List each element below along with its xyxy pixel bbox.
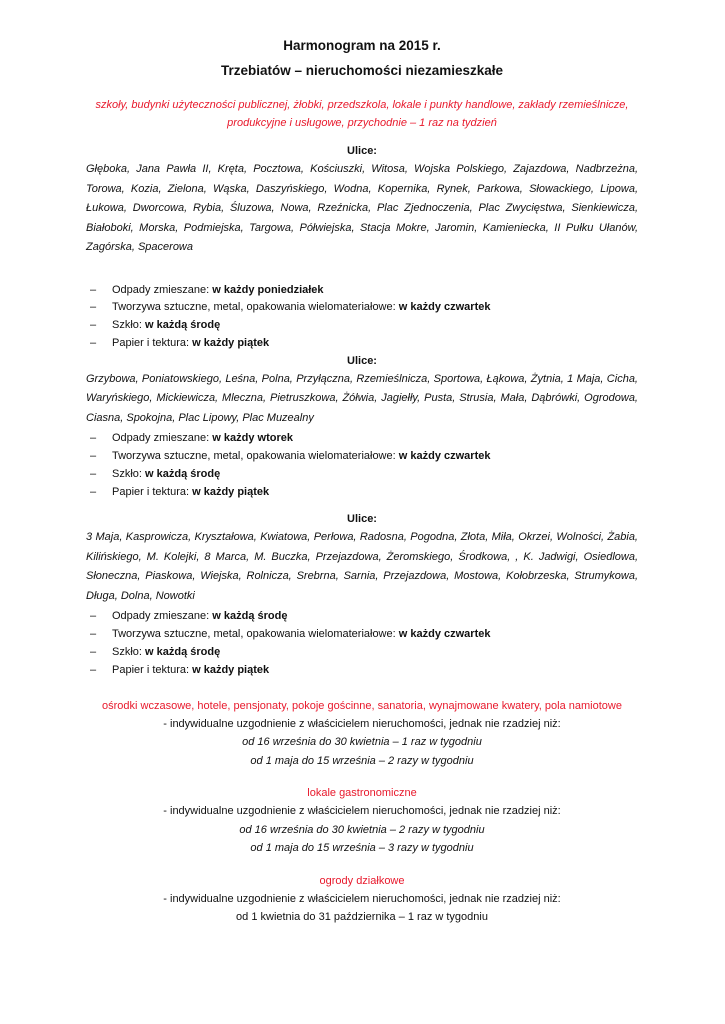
streets-label: Ulice: [347, 145, 377, 157]
section-period: od 1 kwietnia do 31 października – 1 raz w tygodniu [236, 911, 488, 924]
schedule-item: – Papier i tektura: w każdy piątek [90, 485, 270, 498]
section-period: od 1 maja do 15 września – 3 razy w tygodniu [250, 842, 474, 855]
streets-label: Ulice: [347, 354, 377, 367]
document-title: Harmonogram na 2015 r. [283, 38, 441, 53]
schedule-list [86, 430, 638, 501]
schedule-item: – Szkło: w każdą środę [90, 319, 221, 332]
schedule-item: – Papier i tektura: w każdy piątek [90, 336, 270, 349]
section-period: od 1 maja do 15 września – 2 razy w tygodniu [250, 754, 474, 767]
schedule-item: – Tworzywa sztuczne, metal, opakowania wielomateriałowe: w każdy czwartek [90, 628, 491, 641]
schedule-item: – Papier i tektura: w każdy piątek [90, 663, 270, 676]
schedule-list [86, 608, 638, 679]
schedule-item: – Szkło: w każdą środę [90, 467, 221, 480]
streets-list: Grzybowa, Poniatowskiego, Leśna, Polna, Przyłączna, Rzemieślnicza, Sportowa, Łąkowa, Żytnia, 1 Maja, Cicha, Waryńskiego, Mickiewicza, Mleczna, Pietruszkowa, Żółwia, Jagiełły, Pusta, Strusia, Mała, Dąbrówki, Ogrodowa, Ciasna, Spokojna, Plac Lipowy, Plac Muzealny [86, 372, 638, 424]
section-heading: ośrodki wczasowe, hotele, pensjonaty, pokoje gościnne, sanatoria, wynajmowane kwatery, pola namiotowe [102, 699, 622, 712]
section-resorts [86, 698, 638, 771]
intro-heading: szkoły, budynki użyteczności publicznej, żłobki, przedszkola, lokale i punkty handlowe, zakłady rzemieślnicze, produkcyjne i usługowe, przychodnie – 1 raz na tydzień [95, 99, 629, 129]
streets-list: Głęboka, Jana Pawła II, Kręta, Pocztowa, Kościuszki, Witosa, Wojska Polskiego, Zajazdowa, Nadbrzeżna, Torowa, Kozia, Zielona, Wąska, Daszyńskiego, Wodna, Kopernika, Rynek, Parkowa, Słowackiego, Lipowa, Łukowa, Dworcowa, Rybia, Śluzowa, Nowa, Rzeźnicka, Plac Zjednoczenia, Plac Zwycięstwa, Sienkiewicza, Białoboki, Morska, Podmiejska, Targowa, Półwiejska, Stacja Mokre, Jaromin, Kamieniecka, II Pułku Ułanów, Zagórska, Spacerowa [86, 163, 638, 253]
section-gardens [86, 873, 638, 927]
schedule-item: – Odpady zmieszane: w każdy wtorek [90, 432, 293, 445]
street-group-3 [86, 511, 638, 679]
schedule-item: – Odpady zmieszane: w każdą środę [90, 610, 288, 623]
schedule-item: – Szkło: w każdą środę [90, 645, 221, 658]
document-subtitle: Trzebiatów – nieruchomości niezamieszkałe [220, 63, 504, 78]
section-heading: lokale gastronomiczne [307, 787, 417, 800]
section-note: - indywidualne uzgodnienie z właścicielem nieruchomości, jednak nie rzadziej niż: [163, 805, 561, 818]
section-period: od 16 września do 30 kwietnia – 2 razy w tygodniu [239, 823, 485, 836]
street-group-2 [86, 353, 638, 502]
section-note: - indywidualne uzgodnienie z właścicielem nieruchomości, jednak nie rzadziej niż: [163, 717, 561, 730]
street-group-1 [86, 143, 638, 353]
schedule-list [86, 282, 638, 353]
section-heading: ogrody działkowe [319, 874, 405, 887]
section-gastronomy [86, 785, 638, 858]
schedule-item: – Tworzywa sztuczne, metal, opakowania wielomateriałowe: w każdy czwartek [90, 301, 491, 314]
document-page [86, 36, 638, 927]
streets-label: Ulice: [347, 513, 377, 526]
section-note: - indywidualne uzgodnienie z właścicielem nieruchomości, jednak nie rzadziej niż: [163, 892, 561, 905]
streets-list: 3 Maja, Kasprowicza, Kryształowa, Kwiatowa, Perłowa, Radosna, Pogodna, Złota, Miła, Okrzei, Wolności, Żabia, Kilińskiego, M. Kolejki, 8 Marca, M. Buczka, Przejazdowa, Żeromskiego, Środkowa, , K. Jadwigi, Osiedlowa, Słoneczna, Piaskowa, Wiejska, Rolnicza, Srebrna, Sarnia, Przejazdowa, Mostowa, Kołobrzeska, Strumykowa, Długa, Dolna, Nowotki [86, 531, 638, 602]
schedule-item: – Tworzywa sztuczne, metal, opakowania wielomateriałowe: w każdy czwartek [90, 449, 491, 462]
section-period: od 16 września do 30 kwietnia – 1 raz w tygodniu [242, 736, 482, 749]
schedule-item: – Odpady zmieszane: w każdy poniedziałek [90, 283, 324, 296]
